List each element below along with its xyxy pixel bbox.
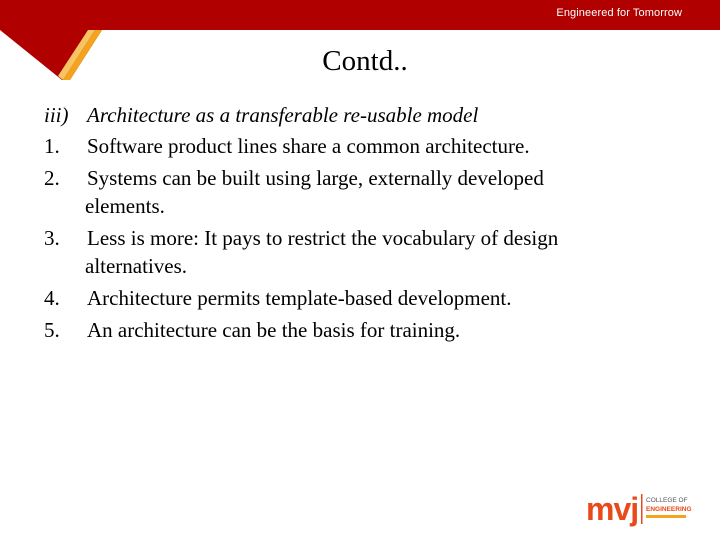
list-item-number: 3. — [44, 226, 60, 250]
list-item-number: 5. — [44, 318, 60, 342]
list-item-3 — [44, 224, 684, 280]
header-tagline: Engineered for Tomorrow — [556, 7, 682, 19]
section-heading — [44, 100, 684, 132]
slide-title: Contd.. — [322, 45, 408, 77]
logo-text-line1: COLLEGE OF — [646, 497, 688, 504]
list-item-line: Systems can be built using large, externally developed — [87, 166, 544, 190]
list-item-line: Software product lines share a common architecture. — [87, 134, 530, 158]
list-item-number: 4. — [44, 286, 60, 310]
logo-text-line2: ENGINEERING — [646, 506, 692, 513]
list-item-line: Less is more: It pays to restrict the vocabulary of design — [87, 226, 559, 250]
list-item-2 — [44, 164, 684, 220]
list-item-line: alternatives. — [85, 254, 188, 278]
list-item-number: 2. — [44, 166, 60, 190]
list-item-line: Architecture permits template-based development. — [87, 286, 512, 310]
list-item-text — [87, 224, 647, 280]
list-item-4 — [44, 284, 684, 312]
list-item-line: An architecture can be the basis for training. — [87, 318, 461, 342]
list-item-text — [87, 164, 647, 220]
logo-underline — [646, 515, 686, 518]
list-item-text — [87, 132, 647, 160]
logo-divider — [641, 494, 643, 524]
list-item-text — [87, 316, 647, 344]
logo-wordmark: mvj — [586, 491, 639, 527]
slide-content — [44, 100, 684, 348]
list-item-5 — [44, 316, 684, 344]
list-item-text — [87, 284, 647, 312]
college-logo — [586, 490, 710, 530]
list-item-line: elements. — [85, 194, 165, 218]
section-heading-text: Architecture as a transferable re-usable model — [87, 103, 479, 127]
section-marker: iii) — [44, 103, 69, 127]
list-item-1 — [44, 132, 684, 160]
list-item-number: 1. — [44, 134, 60, 158]
